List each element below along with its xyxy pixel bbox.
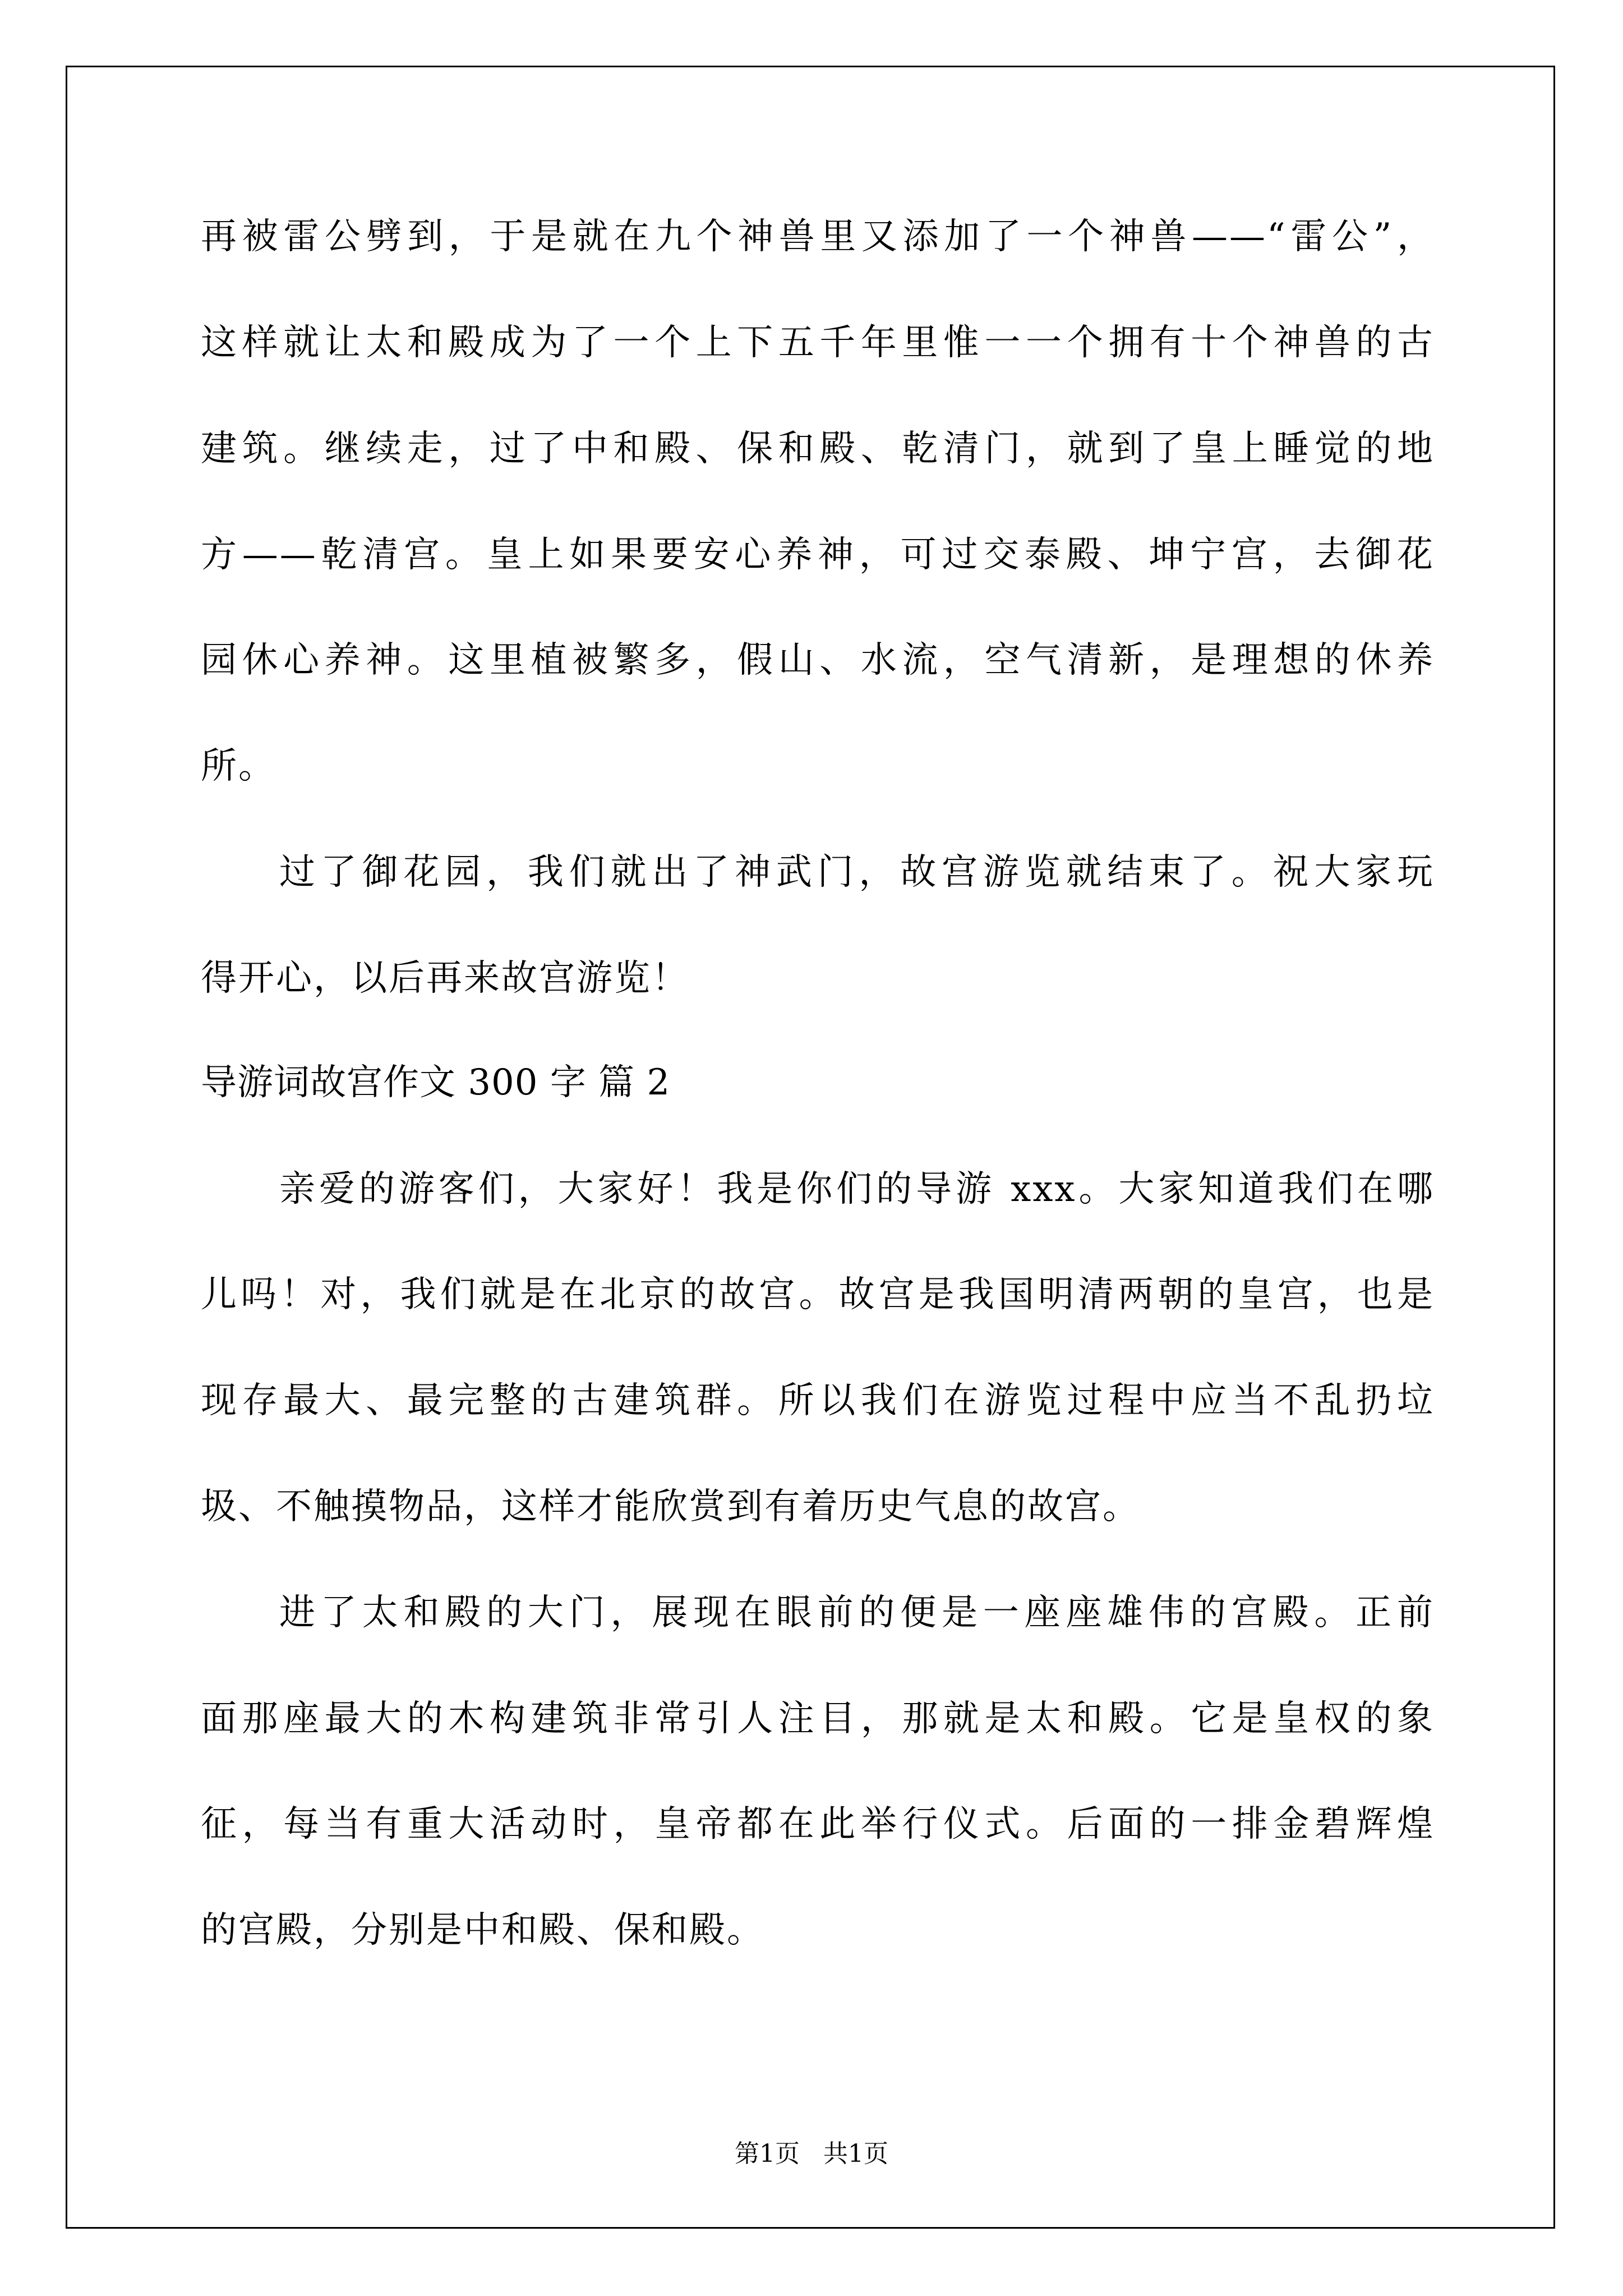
text-line: 所。: [201, 746, 276, 787]
text-line: 再被雷公劈到，于是就在九个神兽里又添加了一个神兽——“雷公”，: [201, 216, 1435, 257]
paragraph-first-line: 亲爱的游客们，大家好！我是你们的导游 xxx。大家知道我们在哪: [279, 1168, 1435, 1210]
text-line: 儿吗！对，我们就是在北京的故宫。故宫是我国明清两朝的皇宫，也是: [201, 1274, 1435, 1315]
section-heading: 导游词故宫作文 300 字 篇 2: [201, 1062, 671, 1103]
text-line: 建筑。继续走，过了中和殿、保和殿、乾清门，就到了皇上睡觉的地: [201, 428, 1435, 470]
text-line: 这样就让太和殿成为了一个上下五千年里惟一一个拥有十个神兽的古: [201, 322, 1435, 364]
text-line: 现存最大、最完整的古建筑群。所以我们在游览过程中应当不乱扔垃: [201, 1380, 1435, 1421]
page-border: [66, 66, 1555, 2229]
text-line: 方——乾清宫。皇上如果要安心养神，可过交泰殿、坤宁宫，去御花: [201, 534, 1435, 576]
text-line: 的宫殿，分别是中和殿、保和殿。: [201, 1910, 764, 1951]
text-line: 圾、不触摸物品，这样才能欣赏到有着历史气息的故宫。: [201, 1486, 1140, 1527]
paragraph-first-line: 进了太和殿的大门，展现在眼前的便是一座座雄伟的宫殿。正前: [279, 1592, 1435, 1634]
text-line: 面那座最大的木构建筑非常引人注目，那就是太和殿。它是皇权的象: [201, 1698, 1435, 1740]
text-line: 得开心，以后再来故宫游览！: [201, 958, 689, 999]
text-line: 征，每当有重大活动时，皇帝都在此举行仪式。后面的一排金碧辉煌: [201, 1803, 1435, 1845]
text-line: 园休心养神。这里植被繁多，假山、水流，空气清新，是理想的休养: [201, 639, 1435, 681]
page-footer: 第1页 共1页: [735, 2139, 888, 2168]
paragraph-first-line: 过了御花园，我们就出了神武门，故宫游览就结束了。祝大家玩: [279, 852, 1435, 893]
